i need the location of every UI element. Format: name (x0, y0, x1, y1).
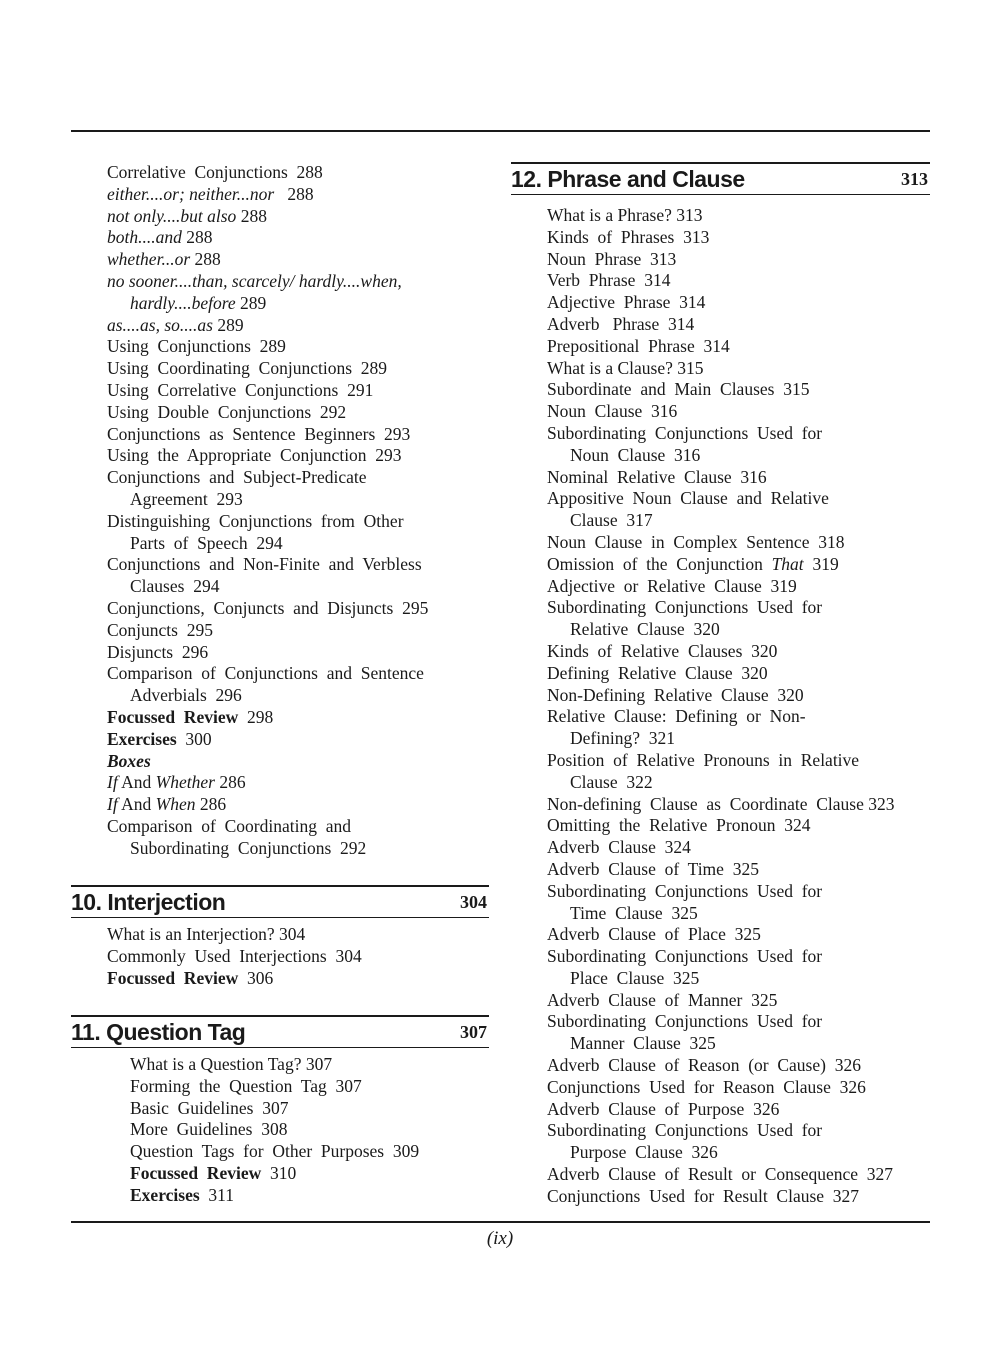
toc-entry-text: Noun Clause 316 (547, 401, 678, 422)
toc-entry-text: Subordinating Conjunctions Used for (547, 1120, 823, 1141)
toc-entry-text: whether...or (107, 249, 191, 270)
toc-entry (547, 401, 930, 423)
toc-entry (107, 293, 492, 315)
section-10-page: 304 (460, 892, 487, 912)
toc-entry (547, 1033, 930, 1055)
toc-entry-text: Adverb Clause of Manner 325 (547, 989, 778, 1010)
toc-entry (130, 1054, 489, 1076)
toc-entry-text: Adjective or Relative Clause 319 (547, 575, 797, 596)
toc-entry-text: Exercises (130, 1184, 200, 1205)
toc-entry (547, 772, 930, 794)
toc-entry (547, 270, 930, 292)
toc-entry-text: Forming the Question Tag 307 (130, 1075, 362, 1096)
toc-entry (547, 1011, 930, 1033)
toc-entry (107, 336, 492, 358)
toc-entry-text: Subordinating Conjunctions 292 (130, 837, 367, 858)
toc-entry-text: Distinguishing Conjunctions from Other (107, 510, 404, 531)
toc-entry-text: Position of Relative Pronouns in Relative (547, 749, 860, 770)
section-10 (71, 885, 489, 989)
section-11-page: 307 (460, 1022, 487, 1042)
section-11 (71, 1015, 489, 1207)
toc-entry-text: no sooner....than, scarcely/ hardly....when, (107, 270, 402, 291)
toc-entry-text: Place Clause 325 (570, 967, 700, 988)
toc-entry-text: When (155, 794, 196, 815)
toc-entry (547, 1055, 930, 1077)
toc-entry (107, 642, 492, 664)
toc-entry-text: Relative Clause 320 (570, 619, 720, 640)
toc-entry (547, 314, 930, 336)
section-10-heading (71, 885, 489, 918)
toc-entry-text: Adverb Clause of Purpose 326 (547, 1098, 780, 1119)
toc-entry-text: Time Clause 325 (570, 902, 698, 923)
toc-entry (107, 467, 492, 489)
toc-entry (107, 598, 492, 620)
toc-entry (547, 597, 930, 619)
toc-entry-text: 288 (274, 183, 314, 204)
toc-entry (547, 445, 930, 467)
toc-entry-text: Clause 322 (570, 771, 653, 792)
toc-entry-text: Focussed Review (107, 706, 239, 727)
section-10-entries (84, 924, 489, 989)
toc-entry-text: both....and (107, 227, 182, 248)
toc-entry-text: More Guidelines 308 (130, 1119, 288, 1140)
toc-entry (107, 162, 492, 184)
toc-entry (547, 837, 930, 859)
toc-entry (547, 1077, 930, 1099)
toc-entry-text: Adverb Clause of Result or Consequence 327 (547, 1164, 894, 1185)
toc-entry-text: And (117, 772, 156, 793)
toc-entry (107, 445, 492, 467)
toc-entry (107, 816, 492, 838)
toc-entry-text: as....as, so....as (107, 314, 213, 335)
toc-entry (107, 315, 492, 337)
toc-entry-text: Conjunctions Used for Reason Clause 326 (547, 1076, 866, 1097)
toc-entry-text: either....or; neither...nor (107, 183, 275, 204)
toc-entry-text: Using Correlative Conjunctions 291 (107, 379, 374, 400)
toc-entry-text: What is a Clause? 315 (547, 357, 704, 378)
toc-entry (547, 423, 930, 445)
toc-entry (547, 685, 930, 707)
toc-entry (547, 924, 930, 946)
toc-entry (107, 772, 492, 794)
toc-entry-text: Focussed Review (107, 967, 239, 988)
toc-entry-text: Noun Clause 316 (570, 444, 701, 465)
toc-entry-text: 306 (238, 967, 274, 988)
toc-entry-text: Noun Clause in Complex Sentence 318 (547, 531, 845, 552)
toc-entry-text: 289 (235, 292, 267, 313)
toc-entry-text: Defining? 321 (570, 728, 675, 749)
toc-entry (130, 1076, 489, 1098)
section-11-title: 11. Question Tag (71, 1019, 246, 1045)
toc-entry-text: 288 (190, 249, 221, 270)
toc-entry-text: 319 (803, 553, 839, 574)
toc-entry (107, 380, 492, 402)
toc-entry-text: If (107, 794, 118, 815)
toc-entry-text: Basic Guidelines 307 (130, 1097, 289, 1118)
toc-entry (547, 1186, 930, 1208)
toc-entry-text: Conjuncts 295 (107, 619, 213, 640)
toc-entry-text: 298 (238, 706, 274, 727)
toc-entry (107, 424, 492, 446)
toc-entry (107, 184, 492, 206)
toc-entry-text: Focussed Review (130, 1162, 262, 1183)
toc-entry-text: Exercises (107, 728, 177, 749)
toc-entry-text: Verb Phrase 314 (547, 270, 671, 291)
toc-entry-text: Clauses 294 (130, 576, 220, 597)
toc-entry (547, 336, 930, 358)
toc-entry (130, 1098, 489, 1120)
toc-entry-text: 286 (195, 794, 227, 815)
toc-entry-text: 311 (199, 1184, 235, 1205)
toc-entry-text: 288 (181, 227, 213, 248)
toc-entry (547, 619, 930, 641)
toc-entry (547, 815, 930, 837)
toc-entry (107, 707, 492, 729)
section-11-heading (71, 1015, 489, 1048)
toc-entry (547, 990, 930, 1012)
toc-entry (107, 554, 492, 576)
toc-entry (547, 292, 930, 314)
toc-entry-text: That (771, 553, 804, 574)
toc-entry-text: If (107, 772, 118, 793)
toc-entry (130, 1185, 489, 1207)
toc-entry-text: Conjunctions, Conjuncts and Disjuncts 295 (107, 597, 429, 618)
toc-entry-text: Whether (155, 772, 215, 793)
toc-entry (547, 467, 930, 489)
toc-entry (107, 227, 492, 249)
right-column (511, 162, 930, 1208)
toc-entry (547, 859, 930, 881)
toc-entry (547, 968, 930, 990)
toc-entry-text: Adverb Clause of Reason (or Cause) 326 (547, 1055, 861, 1076)
toc-entry (107, 924, 489, 946)
toc-entry (107, 620, 492, 642)
toc-entry (547, 1099, 930, 1121)
toc-entry (547, 576, 930, 598)
toc-entry-text: Using the Appropriate Conjunction 293 (107, 445, 402, 466)
toc-entry (547, 249, 930, 271)
toc-entry-text: Non-defining Clause as Coordinate Clause 323 (547, 793, 895, 814)
toc-entry (107, 751, 492, 773)
toc-entry-text: Omission of the Conjunction (547, 553, 772, 574)
toc-entry (547, 554, 930, 576)
toc-entry-text: Conjunctions and Non-Finite and Verbless (107, 554, 422, 575)
toc-entry-text: And (117, 794, 156, 815)
section-12-title: 12. Phrase and Clause (511, 166, 745, 192)
toc-entry-text: Subordinating Conjunctions Used for (547, 597, 823, 618)
toc-entry-text: Kinds of Phrases 313 (547, 226, 710, 247)
toc-entry (107, 968, 489, 990)
toc-entry-text: Agreement 293 (130, 488, 243, 509)
toc-entry-text: 286 (214, 772, 246, 793)
toc-entry-text: What is an Interjection? 304 (107, 924, 306, 944)
toc-entry-text: What is a Question Tag? 307 (130, 1054, 333, 1074)
left-column-entries (107, 162, 492, 860)
toc-entry-text: Noun Phrase 313 (547, 248, 677, 269)
toc-entry (107, 206, 492, 228)
toc-entry-text: Nominal Relative Clause 316 (547, 466, 767, 487)
toc-entry (107, 249, 492, 271)
toc-entry-text: Using Conjunctions 289 (107, 336, 286, 357)
toc-entry-text: 288 (236, 205, 267, 226)
toc-entry-text: Kinds of Relative Clauses 320 (547, 640, 778, 661)
toc-entry-text: hardly....before (130, 292, 236, 313)
toc-entry-text: Comparison of Coordinating and (107, 815, 352, 836)
toc-entry-text: Adjective Phrase 314 (547, 292, 706, 313)
toc-entry-text: Comparison of Conjunctions and Sentence (107, 663, 424, 684)
toc-entry (107, 533, 492, 555)
toc-entry (107, 489, 492, 511)
toc-entry-text: Correlative Conjunctions 288 (107, 162, 323, 182)
toc-entry (547, 946, 930, 968)
toc-entry (107, 794, 492, 816)
toc-entry-text: Subordinate and Main Clauses 315 (547, 379, 810, 400)
toc-entry-text: Adverb Clause of Time 325 (547, 858, 759, 879)
toc-entry (547, 794, 930, 816)
toc-entry (130, 1141, 489, 1163)
toc-entry (547, 663, 930, 685)
toc-entry-text: Parts of Speech 294 (130, 532, 283, 553)
toc-entry-text: Manner Clause 325 (570, 1033, 716, 1054)
toc-entry-text: Clause 317 (570, 510, 653, 531)
toc-entry (130, 1163, 489, 1185)
toc-entry-text: Omitting the Relative Pronoun 324 (547, 815, 811, 836)
toc-entry (107, 685, 492, 707)
toc-entry (547, 1120, 930, 1142)
toc-entry-text: not only....but also (107, 205, 237, 226)
section-12-entries (547, 205, 930, 1208)
toc-entry (547, 227, 930, 249)
toc-entry (547, 510, 930, 532)
toc-entry-text: Using Double Conjunctions 292 (107, 401, 347, 422)
toc-entry (547, 903, 930, 925)
toc-entry-text: Adverbials 296 (130, 685, 242, 706)
toc-entry-text: What is a Phrase? 313 (547, 205, 703, 225)
toc-entry-text: Conjunctions Used for Result Clause 327 (547, 1185, 860, 1206)
toc-entry-text: Adverb Clause 324 (547, 837, 691, 858)
toc-entry (107, 402, 492, 424)
toc-entry (547, 379, 930, 401)
toc-entry-text: Conjunctions and Subject-Predicate (107, 467, 367, 488)
toc-entry (547, 881, 930, 903)
toc-entry (107, 729, 492, 751)
section-10-title: 10. Interjection (71, 889, 226, 915)
toc-entry (547, 706, 930, 728)
toc-entry (547, 750, 930, 772)
toc-entry-text: Appositive Noun Clause and Relative (547, 488, 829, 509)
toc-entry (547, 488, 930, 510)
toc-entry-text: Conjunctions as Sentence Beginners 293 (107, 423, 411, 444)
section-12-heading (511, 162, 930, 195)
toc-entry-text: Adverb Phrase 314 (547, 313, 695, 334)
toc-entry-text: Defining Relative Clause 320 (547, 662, 768, 683)
toc-entry-text: Purpose Clause 326 (570, 1142, 718, 1163)
toc-entry (107, 663, 492, 685)
toc-entry-text: Non-Defining Relative Clause 320 (547, 684, 804, 705)
toc-entry-text: Subordinating Conjunctions Used for (547, 422, 823, 443)
toc-entry (107, 271, 492, 293)
toc-entry (547, 1164, 930, 1186)
section-11-entries (130, 1054, 489, 1207)
toc-entry-text: Subordinating Conjunctions Used for (547, 880, 823, 901)
toc-entry (130, 1119, 489, 1141)
toc-entry-text: Question Tags for Other Purposes 309 (130, 1141, 420, 1162)
toc-entry (547, 641, 930, 663)
toc-entry (547, 532, 930, 554)
toc-entry-text: Commonly Used Interjections 304 (107, 945, 362, 966)
top-rule (71, 130, 930, 132)
section-12-page: 313 (901, 169, 928, 189)
toc-entry-text: Subordinating Conjunctions Used for (547, 1011, 823, 1032)
toc-entry-text: Adverb Clause of Place 325 (547, 924, 761, 945)
toc-entry (107, 576, 492, 598)
toc-entry (547, 1142, 930, 1164)
toc-entry-text: Subordinating Conjunctions Used for (547, 946, 823, 967)
toc-entry (107, 511, 492, 533)
toc-entry-text: Boxes (107, 750, 151, 771)
toc-entry (107, 946, 489, 968)
toc-entry-text: Disjuncts 296 (107, 641, 209, 662)
toc-entry (547, 358, 930, 380)
bottom-rule (71, 1221, 930, 1223)
toc-entry-text: Prepositional Phrase 314 (547, 335, 730, 356)
page-number: (ix) (486, 1228, 514, 1249)
toc-entry (107, 838, 492, 860)
toc-entry-text: Using Coordinating Conjunctions 289 (107, 358, 387, 379)
toc-entry (547, 205, 930, 227)
toc-entry (107, 358, 492, 380)
toc-entry (547, 728, 930, 750)
toc-entry-text: 300 (176, 728, 212, 749)
toc-entry-text: 289 (213, 314, 244, 335)
toc-entry-text: Relative Clause: Defining or Non- (547, 706, 806, 727)
toc-entry-text: 310 (261, 1162, 297, 1183)
